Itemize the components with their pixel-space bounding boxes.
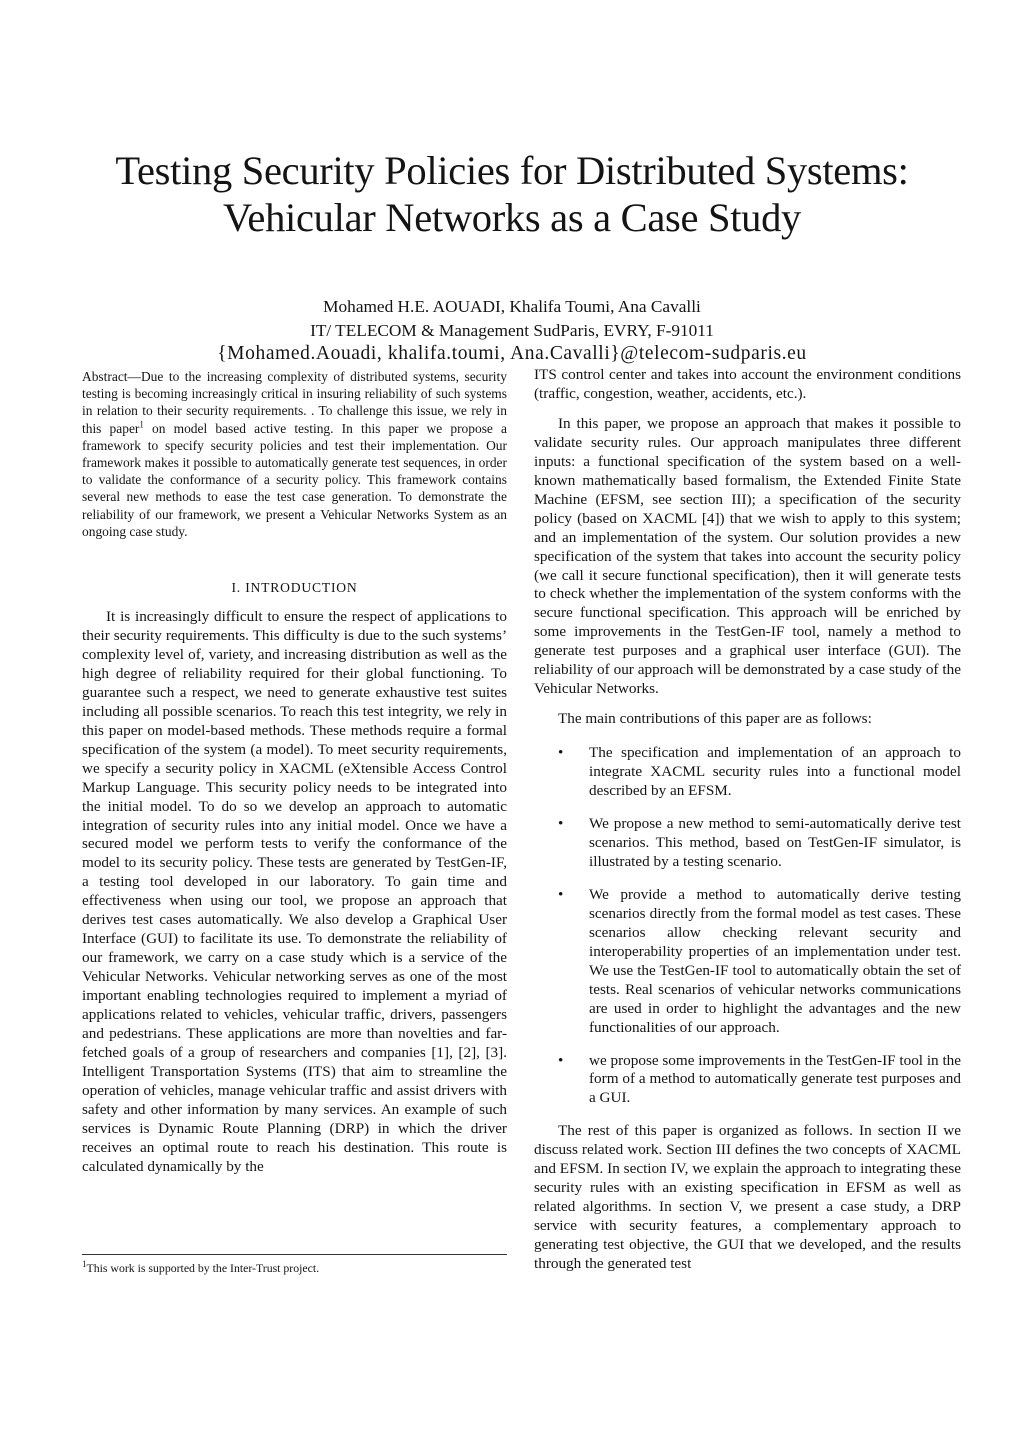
left-column (82, 366, 507, 1177)
continuation-paragraph: ITS control center and takes into account the environment conditions (traffic, congestion, weather, accidents, etc.). (534, 366, 961, 402)
contributions-intro: The main contributions of this paper are as follows: (558, 710, 872, 728)
footnote-mark: 1 (82, 1259, 87, 1270)
list-item (534, 744, 961, 801)
footnote-divider (82, 1254, 507, 1255)
list-item-text: We provide a method to automatically derive testing scenarios directly from the formal model as test cases. These scenarios allow checking relevant security and interoperability properties of an implementation under test. We use the TestGen-IF tool to automatically obtain the set of tests. Real scenarios of vehicular networks communications are used in order to highlight the advantages and the new functionalities of our approach. (589, 885, 961, 1036)
list-item-text: We propose a new method to semi-automatically derive test scenarios. This method, based on TestGen-IF simulator, is illustrated by a testing scenario. (589, 815, 961, 870)
right-column (534, 366, 961, 1274)
approach-paragraph: In this paper, we propose an approach that makes it possible to validate security rules. Our approach manipulates three different inputs: a functional specification of the system based on a well-known mathematically based formalism, the Extended Finite State Machine (EFSM, see section III); a specification of the security policy (based on XACML [4]) that we wish to apply to this system; and an implementation of the system. Our solution provides a new specification of the system that takes into account the security policy (we call it secure functional specification), then it will generate tests to check whether the implementation of the system conforms with the secure functional specification. This approach will be enriched by some improvements in the TestGen-IF tool, namely a method to generate test purposes and a graphical user interface (GUI). The reliability of our approach will be demonstrated by a case study of the Vehicular Networks. (534, 414, 961, 698)
bullet-icon: • (558, 744, 564, 762)
bullet-icon: • (558, 815, 564, 833)
contributions-list (534, 744, 961, 1108)
author-emails: {Mohamed.Aouadi, khalifa.toumi, Ana.Cavalli}@telecom-sudparis.eu (217, 343, 807, 364)
paper-title-line-1: Testing Security Policies for Distributed Systems: (115, 148, 909, 193)
author-names: Mohamed H.E. AOUADI, Khalifa Toumi, Ana Cavalli (323, 297, 701, 316)
list-item (534, 815, 961, 872)
list-item-text: The specification and implementation of an approach to integrate XACML security rules into a functional model described by an EFSM. (589, 744, 961, 800)
abstract-text-end: on model based active testing. In this paper we propose a framework to specify security policies and test their implementation. Our framework makes it possible to automatically generate test sequences, in order to validate the conformance of a security policy. This framework contains several new methods to ease the test case generation. To demonstrate the reliability of our framework, we present a Vehicular Networks System as an ongoing case study. (82, 420, 507, 539)
section-title: INTRODUCTION (245, 580, 358, 596)
list-item (534, 1052, 961, 1109)
section-number: I. (231, 580, 242, 596)
abstract-text-start: Abstract—Due to the increasing complexity of distributed systems, security testing is becoming increasingly critical in insuring reliability of such systems in relation to their security requirements. . To challenge this issue, we rely in this paper (82, 369, 507, 436)
list-item (534, 886, 961, 1038)
bullet-icon: • (558, 1051, 564, 1069)
abstract (82, 368, 507, 540)
footnote-reference: 1 (139, 419, 144, 430)
footnote-text: This work is supported by the Inter-Trust project. (86, 1261, 320, 1275)
section-heading-introduction (82, 578, 507, 598)
intro-paragraph: It is increasingly difficult to ensure the respect of applications to their security requirements. This difficulty is due to the such systems’ complexity level of, variety, and increasing distribution as well as the high degree of reliability required for their global functioning. To guarantee such a respect, we need to generate exhaustive test suites including all possible scenarios. To reach this test integrity, we rely in this paper on model-based methods. These methods require a formal specification of the system (a model). To meet security requirements, we specify a security policy in XACML (eXtensible Access Control Markup Language. This security policy needs to be integrated into the initial model. To do so we develop an approach to automatic integration of security rules into any initial model. Once we have a secured model we perform tests to verify the conformance of the model to its security policy. These tests are generated by TestGen-IF, a testing tool developed in our laboratory. To gain time and effectiveness when using our tool, we propose an approach that derives test cases automatically. We also develop a Graphical User Interface (GUI) to facilitate its use. To demonstrate the reliability of our framework, we carry on a case study which is a service of the Vehicular Networks. Vehicular networking serves as one of the most important enabling technologies required to implement a myriad of applications related to vehicles, vehicular traffic, drivers, passengers and pedestrians. These applications are more than novelties and far-fetched goals of a group of researchers and companies [1], [2], [3]. Intelligent Transportation Systems (ITS) that aim to streamline the operation of vehicles, manage vehicular traffic and assist drivers with safety and other information by many services. An example of such services is Dynamic Route Planning (DRP) in which the driver receives an optimal route to reach his destination. This route is calculated dynamically by the (82, 608, 507, 1175)
author-affiliation: IT/ TELECOM & Management SudParis, EVRY, F-91011 (310, 321, 714, 340)
organization-paragraph: The rest of this paper is organized as follows. In section II we discuss related work. Section III defines the two concepts of XACML and EFSM. In section IV, we explain the approach to integrating these security rules with an existing specification in EFSM as well as related algorithms. In section V, we present a case study, a DRP service with security features, a complementary approach to generating test objective, the GUI that we developed, and the results through the generated test (534, 1122, 961, 1273)
bullet-icon: • (558, 885, 564, 903)
footnote (82, 1260, 507, 1276)
list-item-text: we propose some improvements in the TestGen-IF tool in the form of a method to automatically generate test purposes and a GUI. (589, 1051, 961, 1107)
paper-title-line-2: Vehicular Networks as a Case Study (222, 195, 802, 240)
